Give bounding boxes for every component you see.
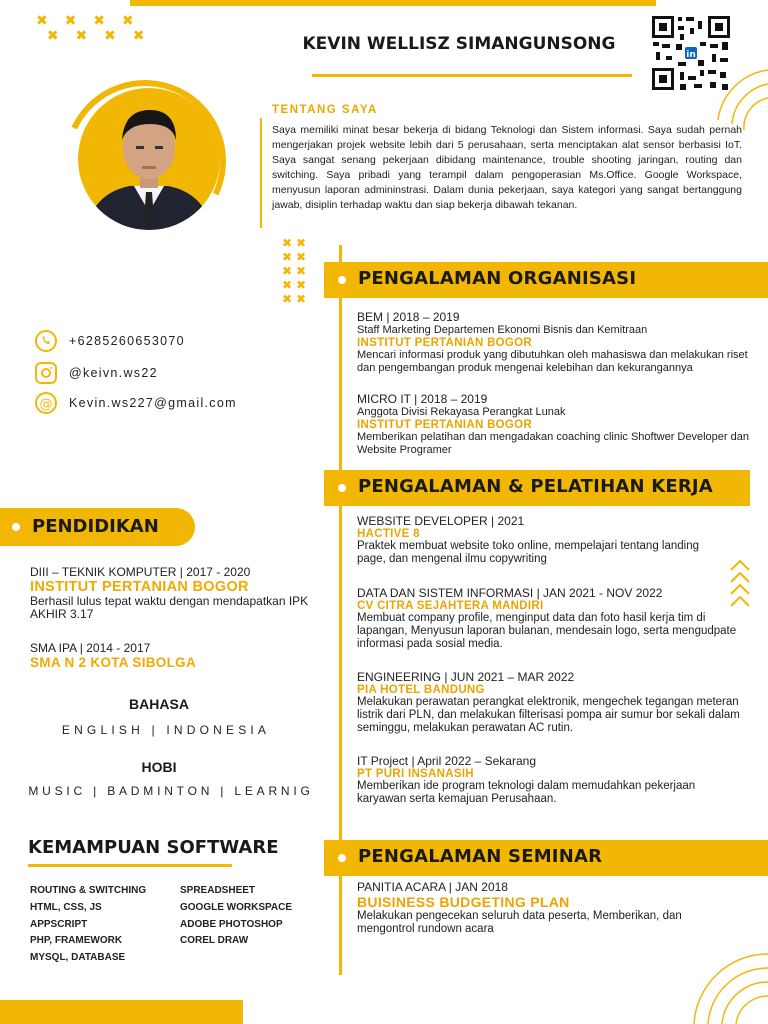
svg-text:@: @ <box>39 397 53 412</box>
kerja-entry-3 <box>357 670 747 735</box>
hobi-items: MUSIC | BADMINTON | LEARNIG <box>28 784 314 798</box>
bottom-bar-decoration <box>0 1000 243 1024</box>
edu-entry-desc: Berhasil lulus tepat waktu dengan mendapatkan IPK AKHIR 3.17 <box>30 594 309 621</box>
edu-entry-school: INSTITUT PERTANIAN BOGOR <box>30 579 249 595</box>
edu-entry-school: SMA N 2 KOTA SIBOLGA <box>30 655 197 670</box>
org-entry-desc: Memberikan pelatihan dan mengadakan coaching clinic Shoftwer Developer dan Website Programer <box>357 431 749 456</box>
org-entry-head: BEM | 2018 – 2019 <box>357 310 460 324</box>
about-title: TENTANG SAYA <box>272 104 378 116</box>
software-item: ADOBE PHOTOSHOP <box>180 919 283 930</box>
kerja-entry-head: IT Project | April 2022 – Sekarang <box>357 754 536 768</box>
org-entry-1 <box>357 310 752 375</box>
kerja-entry-desc: Memberikan ide program teknologi dalam memudahkan pekerjaan karyawan serta kemajuan Perusahaan. <box>357 780 696 805</box>
about-text: Saya memiliki minat besar bekerja di bidang Teknologi dan Sistem informasi. Saya sudah pernah mengerjakan projek website lebih dari 5 perusahaan, serta menciptakan alat sensor berbasisi IoT. Saya sangat senang pekerjaan dibidang maintenance, trouble shooting jaringan, routing dan switching. Saya pribadi yang terampil dalam pengoperasian Ms.Office. Google Workspace, menyusun laporan admininstrasi. Dalam dunia pekerjaan, saya kategori yang sangat bertanggung jawab, disiplin terhadap waktu dan siap bekerja dibawah tekanan. <box>272 124 742 211</box>
edu-entry-head: SMA IPA | 2014 - 2017 <box>30 641 151 655</box>
email-icon <box>35 392 57 414</box>
x-marks-decoration-2: ✖✖ ✖✖ ✖✖ ✖✖ ✖✖ <box>282 236 311 306</box>
software-item: PHP, FRAMEWORK <box>30 935 123 946</box>
bahasa-title: BAHASA <box>129 696 189 712</box>
software-item: ROUTING & SWITCHING <box>30 885 147 896</box>
svg-text:in: in <box>686 50 696 60</box>
kerja-entry-2 <box>357 586 742 651</box>
page-title: KEVIN WELLISZ SIMANGUNSONG <box>302 34 616 54</box>
about-divider <box>260 118 262 228</box>
section-seminar-title: PENGALAMAN SEMINAR <box>358 846 603 867</box>
software-item: MYSQL, DATABASE <box>30 952 126 963</box>
section-software-title: KEMAMPUAN SOFTWARE <box>28 837 279 858</box>
email-address: Kevin.ws227@gmail.com <box>69 396 237 410</box>
seminar-entry-head: PANITIA ACARA | JAN 2018 <box>357 880 508 894</box>
org-entry-role: Anggota Divisi Rekayasa Perangkat Lunak <box>357 406 566 418</box>
phone-number: +6285260653070 <box>69 334 185 348</box>
hobi-title: HOBI <box>141 759 177 775</box>
seminar-entry-org: BUISINESS BUDGETING PLAN <box>357 894 570 910</box>
section-kerja-title: PENGALAMAN & PELATIHAN KERJA <box>358 476 713 497</box>
kerja-entry-org: PIA HOTEL BANDUNG <box>357 684 485 696</box>
software-item: HTML, CSS, JS <box>30 902 102 913</box>
top-bar-decoration <box>130 0 656 6</box>
software-item: GOOGLE WORKSPACE <box>180 902 293 913</box>
software-item: COREL DRAW <box>180 935 249 946</box>
linkedin-icon <box>684 46 698 60</box>
edu-entry-2 <box>30 641 320 670</box>
software-item: SPREADSHEET <box>180 885 256 896</box>
arc-decoration-bottom <box>690 950 768 1024</box>
x-marks-decoration: ✖ ✖ ✖ ✖ ✖ ✖ ✖ ✖ <box>36 13 151 44</box>
edu-entry-head: DIII – TEKNIK KOMPUTER | 2017 - 2020 <box>30 565 251 579</box>
kerja-entry-4 <box>357 754 747 806</box>
kerja-entry-1 <box>357 514 717 566</box>
org-entry-head: MICRO IT | 2018 – 2019 <box>357 392 488 406</box>
section-organisasi-banner <box>324 262 768 298</box>
org-entry-org: INSTITUT PERTANIAN BOGOR <box>357 337 533 349</box>
instagram-icon <box>35 362 57 384</box>
edu-entry-1 <box>30 565 320 621</box>
software-item: APPSCRIPT <box>30 919 88 930</box>
kerja-entry-desc: Melakukan perawatan perangkat elektronik, mengechek tegangan meteran listrik dari PLN, dan melakukan filterisasi pompa air sumur bor sekali dalam seminggu, melakukan perawatan AC rutin. <box>357 696 740 734</box>
profile-photo <box>78 88 220 230</box>
kerja-entry-org: CV CITRA SEJAHTERA MANDIRI <box>357 600 544 612</box>
bahasa-items: ENGLISH | INDONESIA <box>61 723 271 737</box>
org-entry-desc: Mencari informasi produk yang dibutuhkan oleh mahasiswa dan melakukan riset dan pengembangan produk mengenai kelebihan dan kekurangannya <box>357 349 748 374</box>
org-entry-org: INSTITUT PERTANIAN BOGOR <box>357 419 533 431</box>
section-seminar-banner <box>324 840 768 876</box>
section-organisasi-title: PENGALAMAN ORGANISASI <box>358 268 637 289</box>
kerja-entry-desc: Praktek membuat website toko online, mempelajari tentang landing page, dan mengenal ilmu copywriting <box>357 540 699 565</box>
section-pendidikan-title: PENDIDIKAN <box>32 516 159 537</box>
kerja-entry-head: ENGINEERING | JUN 2021 – MAR 2022 <box>357 670 575 684</box>
org-entry-role: Staff Marketing Departemen Ekonomi Bisnis dan Kemitraan <box>357 324 648 336</box>
seminar-entry <box>357 880 737 936</box>
section-pendidikan-banner <box>0 508 195 546</box>
kerja-entry-desc: Membuat company profile, menginput data dan foto hasil kerja tim di lapangan, Menyusun laporan bulanan, mendesain logo, serta mengudpate informasi pada sosial media. <box>357 612 737 650</box>
kerja-entry-head: WEBSITE DEVELOPER | 2021 <box>357 514 525 528</box>
software-underline <box>28 864 232 867</box>
kerja-entry-org: PT PURI INSANASIH <box>357 768 474 780</box>
instagram-handle: @keivn.ws22 <box>69 366 158 380</box>
seminar-entry-desc: Melakukan pengecekan seluruh data peserta, Memberikan, dan mengontrol rundown acara <box>357 910 682 935</box>
whatsapp-icon <box>35 330 57 352</box>
name-underline <box>312 74 632 77</box>
org-entry-2 <box>357 392 752 457</box>
section-kerja-banner <box>324 470 750 506</box>
kerja-entry-head: DATA DAN SISTEM INFORMASI | JAN 2021 - NOV 2022 <box>357 586 663 600</box>
kerja-entry-org: HACTIVE 8 <box>357 528 420 540</box>
